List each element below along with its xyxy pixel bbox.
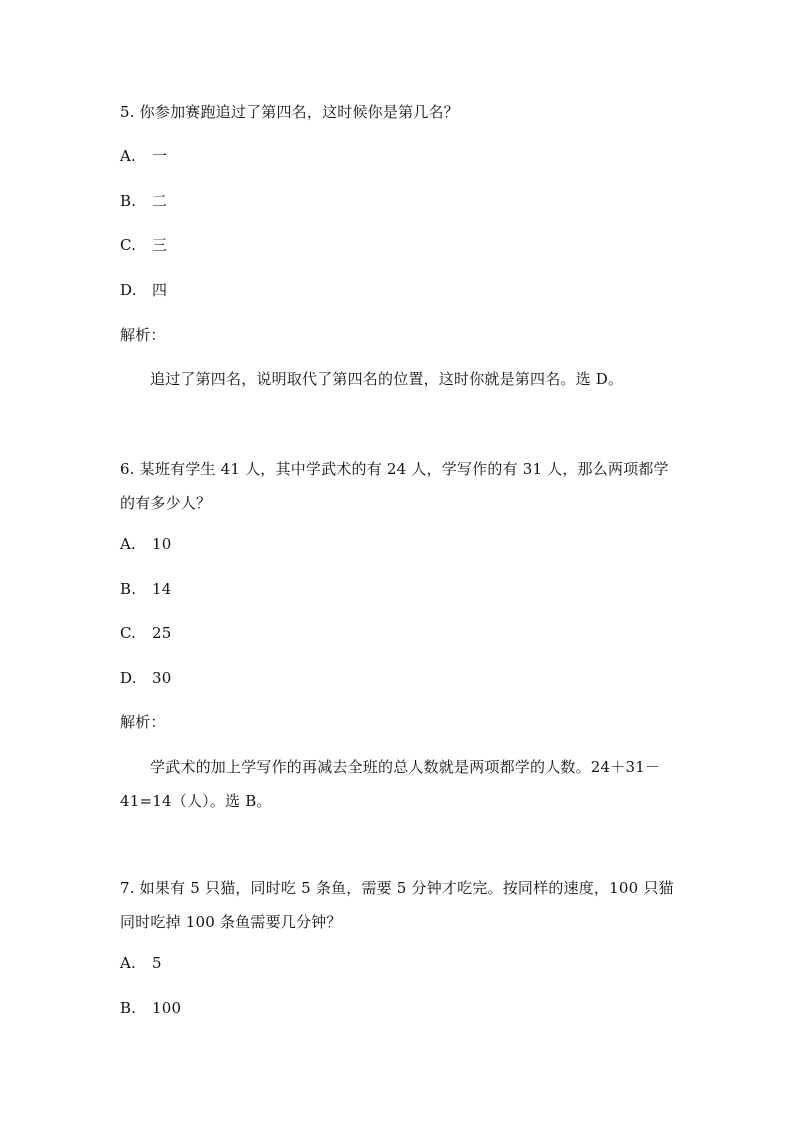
question-5-stem: 5. 你参加赛跑追过了第四名，这时候你是第几名？ [120, 103, 459, 121]
option-text: 14 [152, 580, 172, 598]
option-letter: B. [120, 999, 137, 1017]
option-letter: B. [120, 580, 137, 598]
option-letter: D. [120, 669, 137, 687]
question-6-stem: 6. 某班有学生 41 人，其中学武术的有 24 人，学写作的有 31 人，那么两项都学的有多少人？ [120, 460, 669, 512]
question-6-analysis-label: 解析： [120, 713, 166, 731]
option-letter: C. [120, 624, 137, 642]
question-7-option-b [120, 998, 181, 1018]
option-text: 三 [152, 236, 168, 254]
question-6-option-a [120, 534, 172, 554]
option-letter: D. [120, 281, 137, 299]
question-5-option-b [120, 191, 167, 211]
option-letter: C. [120, 236, 137, 254]
option-text: 二 [152, 192, 168, 210]
question-5-analysis-label: 解析： [120, 326, 166, 344]
option-text: 5 [152, 954, 162, 972]
question-5-option-c [120, 235, 167, 255]
option-letter: A. [120, 535, 137, 553]
option-text: 一 [152, 147, 168, 165]
option-text: 25 [152, 624, 172, 642]
option-letter: A. [120, 147, 137, 165]
option-letter: A. [120, 954, 137, 972]
question-7-stem: 7. 如果有 5 只猫，同时吃 5 条鱼，需要 5 分钟才吃完。按同样的速度，100 只猫同时吃掉 100 条鱼需要几分钟？ [120, 879, 674, 931]
question-5-option-d [120, 280, 167, 300]
question-5-option-a [120, 146, 167, 166]
question-6-option-c [120, 623, 172, 643]
question-6-option-b [120, 579, 172, 599]
option-text: 100 [152, 999, 182, 1017]
question-6-option-d [120, 668, 172, 688]
option-text: 10 [152, 535, 172, 553]
option-text: 30 [152, 669, 172, 687]
question-5-analysis: 追过了第四名，说明取代了第四名的位置，这时你就是第四名。选 D。 [150, 370, 624, 388]
question-7-option-a [120, 953, 162, 973]
option-text: 四 [152, 281, 168, 299]
option-letter: B. [120, 192, 137, 210]
question-6-analysis: 学武术的加上学写作的再减去全班的总人数就是两项都学的人数。24＋31－41=14（人）。选 B。 [120, 758, 661, 810]
